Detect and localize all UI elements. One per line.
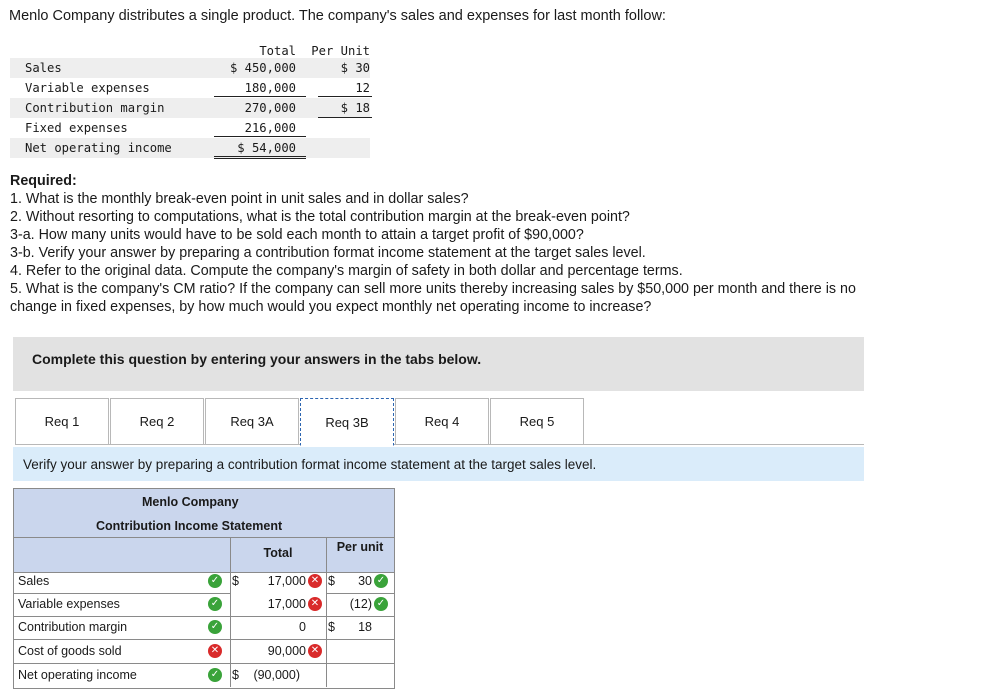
income-statement bbox=[13, 488, 395, 689]
given-pu-cm: $ 18 bbox=[340, 101, 370, 115]
check-circle-icon: ✓ bbox=[208, 574, 222, 588]
given-pu-sales: $ 30 bbox=[340, 61, 370, 75]
problem-intro: Menlo Company distributes a single product. The company's sales and expenses for last month follow: bbox=[9, 8, 666, 24]
given-label-cm: Contribution margin bbox=[25, 101, 165, 115]
x-circle-icon: ✕ bbox=[308, 597, 322, 611]
sales-total-input[interactable]: 17,000 bbox=[267, 574, 306, 588]
tab-req-5[interactable]: Req 5 bbox=[490, 398, 584, 445]
given-total-sales: $ 450,000 bbox=[229, 61, 296, 75]
given-col-per-unit: Per Unit bbox=[311, 44, 370, 58]
tab-req-1[interactable]: Req 1 bbox=[15, 398, 109, 445]
check-circle-icon: ✓ bbox=[208, 597, 222, 611]
required-item: 4. Refer to the original data. Compute the company's margin of safety in both dollar and percentage terms. bbox=[10, 263, 683, 279]
check-circle-icon: ✓ bbox=[374, 597, 388, 611]
given-pu-variable: 12 bbox=[355, 81, 370, 95]
statement-label-cogs[interactable]: Cost of goods sold bbox=[18, 644, 122, 658]
given-total-variable: 180,000 bbox=[244, 81, 296, 95]
given-total-noi: $ 54,000 bbox=[237, 141, 296, 155]
statement-col-per-unit: Per unit bbox=[336, 540, 384, 554]
statement-title: Contribution Income Statement bbox=[96, 519, 283, 533]
required-item: 1. What is the monthly break-even point in unit sales and in dollar sales? bbox=[10, 191, 469, 207]
cogs-total-input[interactable]: 90,000 bbox=[267, 644, 306, 658]
statement-company: Menlo Company bbox=[142, 495, 239, 509]
currency-symbol: $ bbox=[232, 574, 239, 588]
x-circle-icon: ✕ bbox=[308, 644, 322, 658]
variable-per-unit-input[interactable]: (12) bbox=[349, 597, 372, 611]
statement-label-sales[interactable]: Sales bbox=[18, 574, 50, 588]
tab-instruction-text: Verify your answer by preparing a contribution format income statement at the target sales level. bbox=[23, 457, 597, 472]
currency-symbol: $ bbox=[232, 668, 239, 682]
check-circle-icon: ✓ bbox=[208, 620, 222, 634]
given-label-sales: Sales bbox=[25, 61, 62, 75]
required-item: 2. Without resorting to computations, what is the total contribution margin at the break-even point? bbox=[10, 209, 630, 225]
given-label-noi: Net operating income bbox=[25, 141, 172, 155]
variable-total-input[interactable]: 17,000 bbox=[267, 597, 306, 611]
currency-symbol: $ bbox=[328, 574, 335, 588]
given-data-table bbox=[10, 44, 370, 158]
cm-per-unit-input[interactable]: 18 bbox=[358, 620, 372, 634]
given-total-fixed: 216,000 bbox=[244, 121, 296, 135]
x-circle-icon: ✕ bbox=[208, 644, 222, 658]
given-total-cm: 270,000 bbox=[244, 101, 296, 115]
given-label-variable: Variable expenses bbox=[25, 81, 150, 95]
tab-req-2[interactable]: Req 2 bbox=[110, 398, 204, 445]
instructions-banner bbox=[13, 337, 864, 391]
banner-text: Complete this question by entering your answers in the tabs below. bbox=[32, 351, 482, 367]
statement-label-variable[interactable]: Variable expenses bbox=[18, 597, 120, 611]
required-title: Required: bbox=[10, 173, 77, 189]
tab-req-3a[interactable]: Req 3A bbox=[205, 398, 299, 445]
required-item: change in fixed expenses, by how much would you expect monthly net operating income to increase? bbox=[10, 299, 652, 315]
sales-per-unit-input[interactable]: 30 bbox=[358, 574, 372, 588]
currency-symbol: $ bbox=[328, 620, 335, 634]
check-circle-icon: ✓ bbox=[374, 574, 388, 588]
statement-col-total: Total bbox=[263, 546, 293, 560]
required-item: 3-a. How many units would have to be sold each month to attain a target profit of $90,000? bbox=[10, 227, 584, 243]
given-col-total: Total bbox=[259, 44, 296, 58]
tab-req-4[interactable]: Req 4 bbox=[395, 398, 489, 445]
noi-total-input[interactable]: (90,000) bbox=[253, 668, 300, 682]
required-section bbox=[10, 172, 856, 316]
statement-label-noi[interactable]: Net operating income bbox=[18, 668, 137, 682]
statement-label-cm[interactable]: Contribution margin bbox=[18, 620, 128, 634]
tab-req-3b[interactable]: Req 3B bbox=[300, 398, 394, 446]
given-label-fixed: Fixed expenses bbox=[25, 121, 128, 135]
required-item: 5. What is the company's CM ratio? If the company can sell more units thereby increasing sales by $50,000 per month and there is no bbox=[10, 281, 856, 297]
required-item: 3-b. Verify your answer by preparing a contribution format income statement at the target sales level. bbox=[10, 245, 646, 261]
x-circle-icon: ✕ bbox=[308, 574, 322, 588]
tab-instruction bbox=[13, 447, 864, 481]
cm-total-input[interactable]: 0 bbox=[299, 620, 306, 634]
check-circle-icon: ✓ bbox=[208, 668, 222, 682]
